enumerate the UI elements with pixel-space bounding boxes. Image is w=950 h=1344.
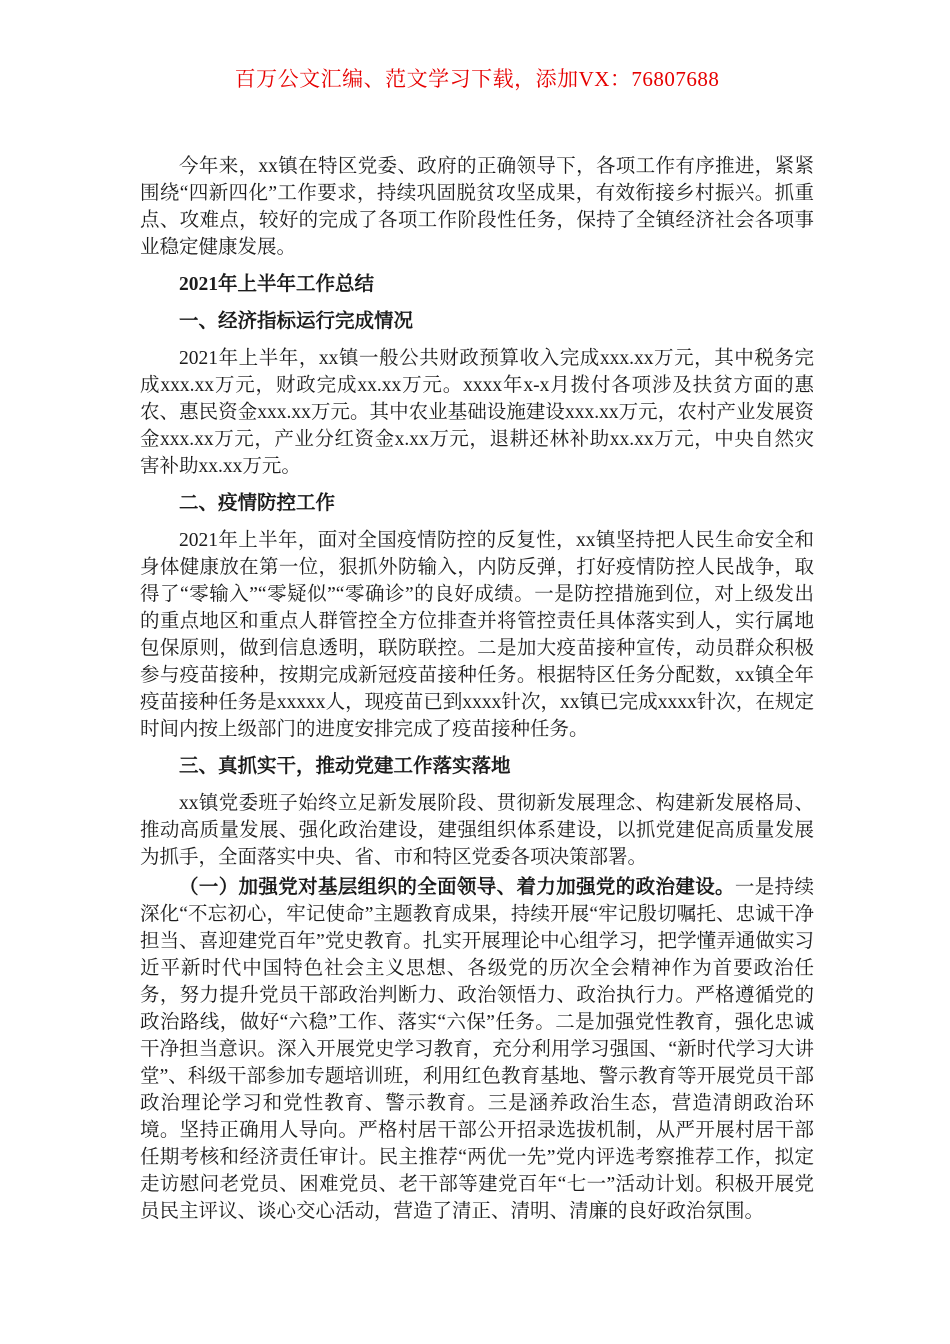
heading-party-building: 三、真抓实干，推动党建工作落实落地 xyxy=(179,756,511,778)
header-notice: 百万公文汇编、范文学习下载，添加VX：76807688 xyxy=(234,67,720,91)
paragraph-party-building-detail xyxy=(140,874,814,1225)
paragraph-epidemic-prevention: 2021年上半年，面对全国疫情防控的反复性，xx镇坚持把人民生命安全和身体健康放在第一位，狠抓外防输入，内防反弹，打好疫情防控人民战争，取得了“零输入”“零疑似”“零确诊”的良好成绩。一是防控措施到位，对上级发出的重点地区和重点人群管控全方位排查并将管控责任具体落实到人，实行属地包保原则，做到信息透明，联防联控。二是加大疫苗接种宣传，动员群众积极参与疫苗接种，按期完成新冠疫苗接种任务。根据特区任务分配数，xx镇全年疫苗接种任务是xxxxx人，现疫苗已到xxxx针次，xx镇已完成xxxx针次，在规定时间内按上级部门的进度安排完成了疫苗接种任务。 xyxy=(140,530,814,741)
paragraph-intro: 今年来，xx镇在特区党委、政府的正确领导下，各项工作有序推进，紧紧围绕“四新四化”工作要求，持续巩固脱贫攻坚成果，有效衔接乡村振兴。抓重点、攻难点，较好的完成了各项工作阶段性任务，保持了全镇经济社会各项事业稳定健康发展。 xyxy=(140,156,814,259)
paragraph-party-building-overview: xx镇党委班子始终立足新发展阶段、贯彻新发展理念、构建新发展格局、推动高质量发展、强化政治建设，建强组织体系建设，以抓党建促高质量发展为抓手，全面落实中央、省、市和特区党委各项决策部署。 xyxy=(140,793,814,869)
document-body xyxy=(140,153,814,1225)
heading-economic-indicators: 一、经济指标运行完成情况 xyxy=(179,311,414,333)
paragraph-party-building-detail-text: 一是持续深化“不忘初心，牢记使命”主题教育成果，持续开展“牢记殷切嘱托、忠诚干净担当、喜迎建党百年”党史教育。扎实开展理论中心组学习，把学懂弄通做实习近平新时代中国特色社会主义思想、各级党的历次全会精神作为首要政治任务，努力提升党员干部政治判断力、政治领悟力、政治执行力。严格遵循党的政治路线，做好“六稳”工作、落实“六保”任务。二是加强党性教育，强化忠诚干净担当意识。深入开展党史学习教育，充分利用学习强国、“新时代学习大讲堂”、科级干部参加专题培训班，利用红色教育基地、警示教育等开展党员干部政治理论学习和党性教育、警示教育。三是涵养政治生态，营造清朗政治环境。坚持正确用人导向。严格村居干部公开招录选拔机制，从严开展村居干部任期考核和经济责任审计。民主推荐“两优一先”党内评选考察推荐工作，拟定走访慰问老党员、困难党员、老干部等建党百年“七一”活动计划。积极开展党员民主评议、谈心交心活动，营造了清正、清明、清廉的良好政治氛围。 xyxy=(140,877,814,1223)
paragraph-economic-indicators: 2021年上半年，xx镇一般公共财政预算收入完成xxx.xx万元，其中税务完成xxx.xx万元，财政完成xx.xx万元。xxxx年x-x月拨付各项涉及扶贫方面的惠农、惠民资金xxx.xx万元。其中农业基础设施建设xxx.xx万元，农村产业发展资金xxx.xx万元，产业分红资金x.xx万元，退耕还林补助xx.xx万元，中央自然灾害补助xx.xx万元。 xyxy=(140,348,814,478)
heading-2021-first-half-summary: 2021年上半年工作总结 xyxy=(179,274,375,296)
heading-epidemic-prevention: 二、疫情防控工作 xyxy=(179,493,336,515)
paragraph-party-building-detail-lead: （一）加强党对基层组织的全面领导、着力加强党的政治建设。 xyxy=(179,877,735,899)
